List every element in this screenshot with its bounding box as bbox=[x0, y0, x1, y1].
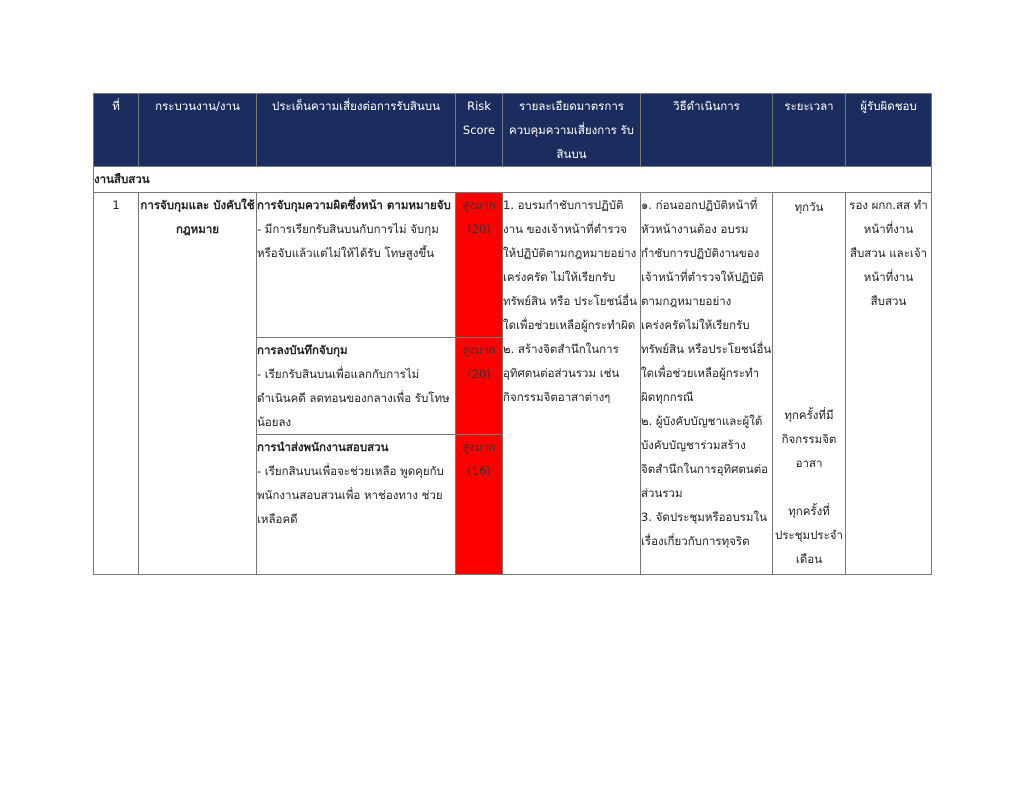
risk-score-value: (16) bbox=[467, 464, 491, 478]
header-responsible: ผู้รับผิดชอบ bbox=[846, 94, 932, 167]
risk-score-level: สูงมาก bbox=[462, 343, 496, 357]
risk-issue-desc: - มีการเรียกรับสินบนกับการไม่ จับกุม หรือจับแล้วแต่ไม่ให้ได้รับ โทษสูงขึ้น bbox=[257, 222, 439, 260]
risk-issue-cell bbox=[257, 193, 456, 338]
risk-issue-title: การลงบันทึกจับกุม bbox=[257, 343, 348, 357]
header-control-details: รายละเอียดมาตรการ ควบคุมความเสี่ยงการ รับสินบน bbox=[503, 94, 641, 167]
header-no: ที่ bbox=[94, 94, 139, 167]
header-risk-score: Risk Score bbox=[456, 94, 503, 167]
process-cell: การจับกุมและ บังคับใช้กฎหมาย bbox=[139, 193, 257, 575]
control-item: ๒. สร้างจิตสำนึกในการอุทิศตนต่อส่วนรวม เช่น กิจกรรมจิตอาสาต่างๆ bbox=[503, 342, 620, 404]
risk-score-level: สูงมาก bbox=[462, 440, 496, 454]
risk-issue-cell bbox=[257, 338, 456, 435]
period-cell bbox=[773, 193, 846, 575]
risk-issue-title: การจับกุมความผิดซึ่งหน้า ตามหมายจับ bbox=[257, 198, 451, 212]
header-period: ระยะเวลา bbox=[773, 94, 846, 167]
table-row bbox=[94, 193, 932, 338]
control-details-cell bbox=[503, 193, 641, 575]
row-number: 1 bbox=[94, 193, 139, 575]
header-method: วิธีดำเนินการ bbox=[641, 94, 773, 167]
risk-score-cell bbox=[456, 435, 503, 575]
method-item: ๒. ผู้บังคับบัญชาและผู้ใต้บังคับบัญชาร่วมสร้างจิตสำนึกในการอุทิศตนต่อส่วนรวม bbox=[641, 414, 769, 500]
period-item: ทุกวัน bbox=[794, 200, 824, 214]
risk-issue-desc: - เรียกรับสินบนเพื่อแลกกับการไม่ ดำเนินคดี ลดทอนของกลางเพื่อ รับโทษน้อยลง bbox=[257, 367, 450, 429]
risk-issue-desc: - เรียกสินบนเพื่อจะช่วยเหลือ พูดคุยกับพนักงานสอบสวนเพื่อ หาช่องทาง ช่วยเหลือคดี bbox=[257, 464, 444, 526]
responsible-cell: รอง ผกก.สส ทำหน้าที่งานสืบสวน และเจ้าหน้าที่งานสืบสวน bbox=[846, 193, 932, 575]
period-item: ทุกครั้งที่มีกิจกรรมจิตอาสา bbox=[781, 408, 837, 470]
header-process: กระบวนงาน/งาน bbox=[139, 94, 257, 167]
control-item: 1. อบรมกำชับการปฏิบัติงาน ของเจ้าหน้าที่ตำรวจให้ปฏิบัติตามกฎหมายอย่างเคร่งครัด ไม่ให้เรียกรับทรัพย์สิน หรือ ประโยชน์อื่นใดเพื่อช่วยเหลือผู้กระทำผิด bbox=[503, 198, 637, 332]
risk-issue-cell bbox=[257, 435, 456, 575]
period-item: ทุกครั้งที่ประชุมประจำเดือน bbox=[775, 504, 843, 566]
risk-score-cell bbox=[456, 338, 503, 435]
risk-issue-title: การนำส่งพนักงานสอบสวน bbox=[257, 440, 389, 454]
risk-score-cell bbox=[456, 193, 503, 338]
header-row bbox=[94, 94, 932, 167]
risk-control-table bbox=[93, 93, 932, 575]
risk-score-value: (20) bbox=[467, 367, 491, 381]
method-cell bbox=[641, 193, 773, 575]
method-item: 3. จัดประชุมหรืออบรมในเรื่องเกี่ยวกับการทุจริต bbox=[641, 510, 767, 548]
section-row bbox=[94, 167, 932, 193]
method-item: ๑. ก่อนออกปฏิบัติหน้าที่ หัวหน้างานต้อง อบรมกำชับการปฏิบัติงานของเจ้าหน้าที่ตำรวจให้ปฏิบัติตามกฎหมายอย่างเคร่งครัดไม่ให้เรียกรับทรัพย์สิน หรือประโยชน์อื่นใดเพื่อช่วยเหลือผู้กระทำผิดทุกกรณี bbox=[641, 198, 772, 404]
header-risk-issue: ประเด็นความเสี่ยงต่อการรับสินบน bbox=[257, 94, 456, 167]
risk-score-value: (20) bbox=[467, 222, 491, 236]
section-title: งานสืบสวน bbox=[94, 167, 932, 193]
risk-score-level: สูงมาก bbox=[462, 198, 496, 212]
